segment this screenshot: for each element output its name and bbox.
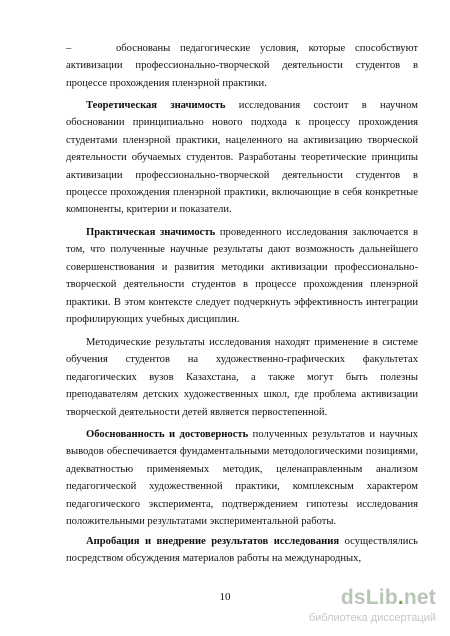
paragraph-heading: Теоретическая значимость: [86, 100, 226, 111]
paragraph-practical-significance: [66, 224, 418, 328]
paragraph-text: полученных результатов и научных выводов обеспечивается фундаментальными методологическими позициями, адекватностью применяемых методик, целенаправленным анализом педагогической художественной практики, комплексным характером педагогического эксперимента, подтверждением гипотезы исследования положительными результатами экспериментальной работы.: [66, 429, 418, 528]
paragraph-validity: [66, 426, 418, 530]
paragraph-text: исследования состоит в научном обосновании принципиально нового подхода к процессу прохождения студентами пленэрной практики, нацеленного на активизацию творческой деятельности обучаемых студентов. Разработаны теоретические принципы активизации профессионально-творческой деятельности студентов в процессе прохождения пленэрной практики, включающие в себя конкретные компоненты, критерии и показатели.: [66, 100, 418, 216]
paragraph-text: проведенного исследования заключается в том, что полученные научные результаты дают возможность дальнейшего совершенствования и развития методики активизации профессионально-творческой деятельности студентов в процессе прохождения пленэрной практики. В этом контексте следует подчеркнуть эффективность интеграции профилирующих учебных дисциплин.: [66, 227, 418, 326]
list-dash: –: [66, 43, 72, 54]
watermark-subtitle: библиотека диссертаций: [308, 612, 436, 624]
paragraph-text: осуществлялись посредством обсуждения материалов работы на международных,: [66, 536, 418, 565]
dslib-watermark[interactable]: [310, 586, 440, 630]
paragraph-heading: Практическая значимость: [86, 227, 216, 238]
paragraph-theoretical-significance: [66, 97, 418, 219]
paragraph-heading: Апробация и внедрение результатов исследования: [86, 536, 340, 547]
paragraph-approbation: [66, 533, 418, 568]
paragraph-methodical-results: [66, 334, 418, 421]
watermark-logo: dsLib.net: [340, 586, 436, 609]
page-number: 10: [219, 591, 231, 603]
paragraph-conditions: [66, 40, 418, 92]
paragraph-text: обоснованы педагогические условия, которые способствуют активизации профессионально-творческой деятельности студентов в процессе прохождения пленэрной практики.: [66, 43, 418, 89]
paragraph-heading: Обоснованность и достоверность: [86, 429, 249, 440]
paragraph-text: Методические результаты исследования находят применение в системе обучения студентов на художественно-графических факультетах педагогических вузов Казахстана, а также могут быть полезны преподавателям детских художественных школ, где проблема активизации творческой деятельности детей является первостепенной.: [66, 337, 418, 418]
